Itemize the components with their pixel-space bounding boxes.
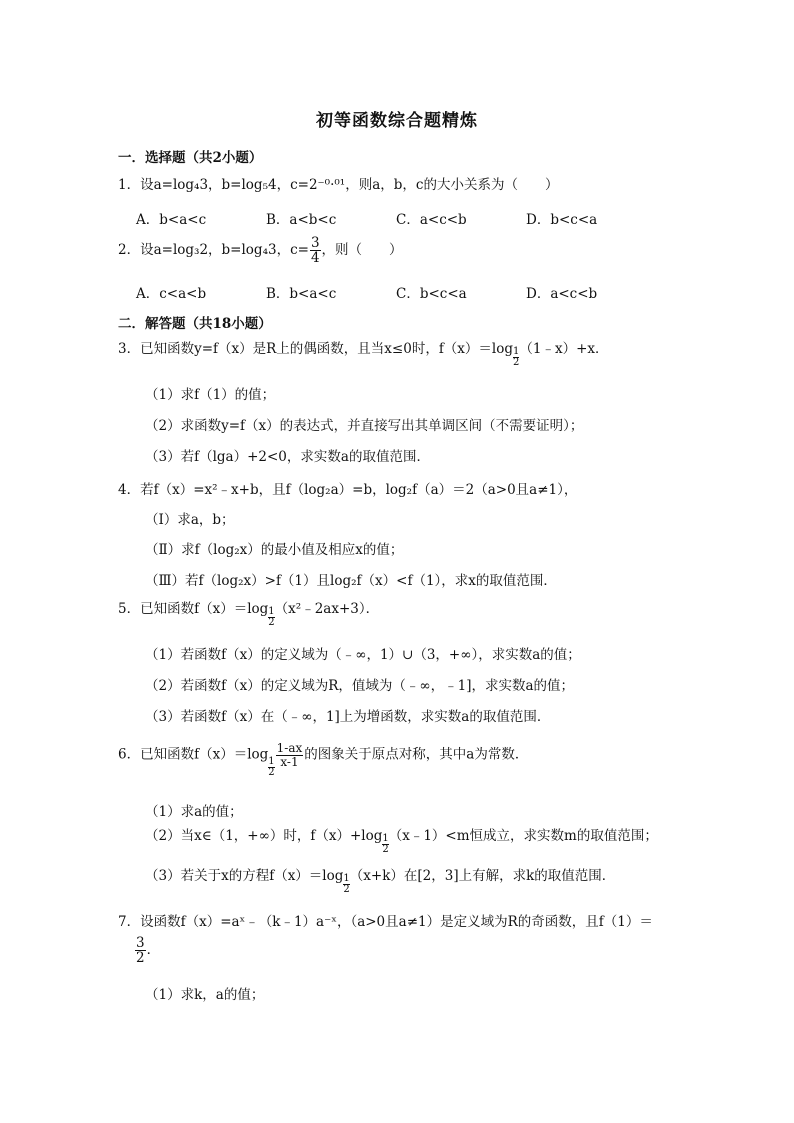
question-6-part-3 [145, 867, 615, 895]
question-7-stem: 7．设函数f（x）=aˣ﹣（k﹣1）a⁻ˣ，（a>0且a≠1）是定义域为R的奇函数，且f（1）＝ [118, 914, 653, 930]
question-1-options [136, 208, 656, 228]
question-6-part-2 [145, 827, 658, 855]
log-base-denominator: 2 [513, 357, 520, 368]
log-base-denominator: 2 [382, 844, 389, 855]
option-c: C．a<c<b [396, 212, 467, 228]
fraction-numerator: 3 [136, 935, 145, 951]
q6-part-2-end: （x﹣1）<m恒成立，求实数m的取值范围； [388, 828, 658, 844]
fraction-denominator: 4 [310, 250, 320, 267]
option-b: B．a<b<c [266, 212, 337, 228]
q2-stem-start: 2．设a=log₃2，b=log₄3，c= [118, 242, 309, 259]
question-3-stem [118, 340, 609, 368]
question-7-part-1: （1）求k，a的值； [145, 987, 265, 1003]
fraction-denominator: 2 [136, 950, 145, 967]
log-base-numerator: 1 [382, 833, 389, 844]
question-5-part-3: （3）若函数f（x）在（﹣∞，1]上为增函数，求实数a的取值范围． [145, 709, 551, 725]
log-base-numerator: 1 [343, 873, 350, 884]
fraction [310, 236, 321, 265]
fraction [135, 936, 146, 965]
question-4-stem: 4．若f（x）=x²﹣x+b，且f（log₂a）=b，log₂f（a）＝2（a>0且a≠1）， [118, 482, 578, 498]
log-base-numerator: 1 [268, 755, 275, 767]
q6-part-3-end: （x+k）在[2，3]上有解，求k的取值范围． [349, 868, 616, 884]
option-c: C．b<c<a [396, 286, 467, 302]
q7-stem-end: ． [146, 942, 161, 959]
page-title: 初等函数综合题精炼 [316, 111, 478, 131]
q6-stem-start: 6．已知函数f（x）＝log [118, 746, 269, 763]
q5-stem-end: （x²﹣2ax+3）． [274, 601, 380, 617]
q3-stem-start: 3．已知函数y=f（x）是R上的偶函数，且当x≤0时，f（x）＝log [118, 341, 514, 357]
option-d: D．a<c<b [526, 286, 598, 302]
log-base [268, 757, 274, 778]
question-4-part-2: （Ⅱ）求f（log₂x）的最小值及相应x的值； [145, 542, 404, 558]
log-base-denominator: 2 [343, 884, 350, 895]
question-6-part-1: （1）求a的值； [145, 804, 243, 820]
option-b: B．b<a<c [266, 286, 337, 302]
q6-stem-end: 的图象关于原点对称，其中a为常数． [304, 746, 529, 763]
question-6-stem [118, 742, 528, 778]
section-heading-answer: 二．解答题（共18小题） [118, 316, 272, 332]
option-a: A．b<a<c [136, 212, 207, 228]
option-d: D．b<c<a [526, 212, 598, 228]
fraction-numerator: 1-ax [276, 741, 303, 755]
question-4-part-3: （Ⅲ）若f（log₂x）>f（1）且log₂f（x）<f（1），求x的取值范围． [145, 573, 557, 589]
question-3-part-1: （1）求f（1）的值； [145, 387, 276, 403]
log-base-numerator: 1 [513, 346, 520, 357]
question-2-stem [118, 236, 403, 265]
log-base-denominator: 2 [268, 766, 275, 778]
q2-stem-end: ，则（ ） [321, 242, 403, 259]
fraction [276, 742, 304, 768]
question-3-part-3: （3）若f（lga）+2<0，求实数a的取值范围． [145, 449, 430, 465]
question-2-options [136, 282, 656, 302]
question-5-part-1: （1）若函数f（x）的定义域为（﹣∞，1）∪（3，+∞），求实数a的值； [145, 647, 581, 663]
q5-stem-start: 5．已知函数f（x）＝log [118, 601, 269, 617]
log-base-numerator: 1 [268, 606, 275, 617]
section-heading-choice: 一．选择题（共2小题） [118, 150, 263, 166]
question-1-stem: 1．设a=log₄3，b=log₅4，c=2⁻⁰·⁰¹，则a，b，c的大小关系为（ ） [118, 177, 559, 193]
question-5-part-2: （2）若函数f（x）的定义域为R，值域为（﹣∞，﹣1]，求实数a的值； [145, 678, 575, 694]
question-4-part-1: （Ⅰ）求a，b； [145, 512, 235, 528]
fraction-numerator: 3 [310, 235, 320, 251]
log-base-denominator: 2 [268, 617, 275, 628]
q6-part-3-start: （3）若关于x的方程f（x）＝log [145, 868, 344, 884]
option-a: A．c<a<b [136, 286, 207, 302]
q6-part-2-start: （2）当x∈（1，+∞）时，f（x）+log [145, 828, 383, 844]
question-7-stem-cont [134, 936, 160, 965]
question-3-part-2: （2）求函数y=f（x）的表达式，并直接写出其单调区间（不需要证明）； [145, 418, 584, 434]
q3-stem-end: （1﹣x）+x． [519, 341, 609, 357]
question-5-stem [118, 600, 379, 628]
fraction-denominator: x-1 [280, 754, 299, 769]
